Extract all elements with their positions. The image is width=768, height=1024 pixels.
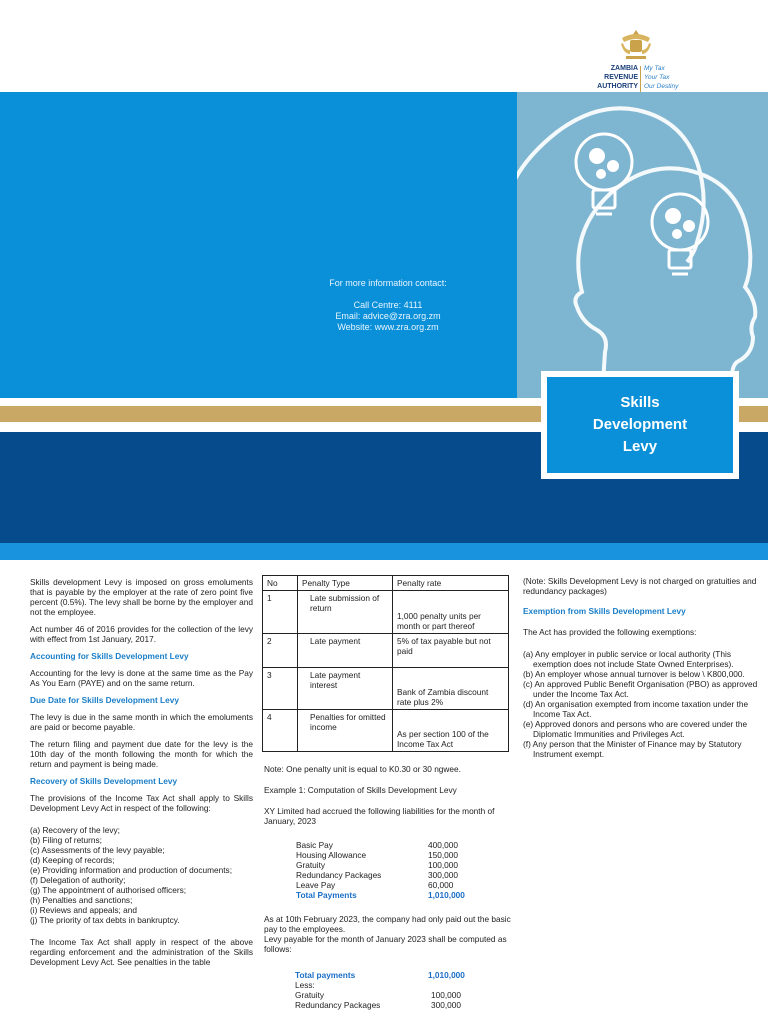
less-row bbox=[295, 980, 515, 990]
less-item-label: Redundancy Packages bbox=[295, 1000, 381, 1010]
table-header-row bbox=[263, 576, 509, 591]
calc-total-row bbox=[295, 970, 515, 980]
act-paragraph: Act number 46 of 2016 provides for the collection of the levy with effect from 1st January, 2017. bbox=[30, 624, 253, 644]
liability-label: Housing Allowance bbox=[296, 850, 367, 860]
cover-blue-panel bbox=[0, 92, 517, 398]
liability-amount: 100,000 bbox=[428, 860, 458, 870]
due-date-paragraph: The levy is due in the same month in which the emoluments are paid or become payable. bbox=[30, 712, 253, 732]
list-item: (b) An employer whose annual turnover is below \ K800,000. bbox=[523, 669, 745, 679]
liability-row bbox=[296, 850, 516, 860]
email-link[interactable]: Email: advice@zra.org.zm bbox=[335, 311, 441, 321]
liability-amount: 400,000 bbox=[428, 840, 458, 850]
logo-name bbox=[590, 64, 638, 91]
liability-row bbox=[296, 880, 516, 890]
table-row bbox=[263, 668, 509, 710]
page-title bbox=[547, 377, 733, 473]
levy-paragraph: Levy payable for the month of January 2023 shall be computed as follows: bbox=[264, 934, 507, 954]
column-middle bbox=[264, 764, 516, 833]
list-item: (c) Assessments of the levy payable; bbox=[30, 845, 165, 855]
title-box bbox=[541, 371, 739, 479]
liabilities-list bbox=[296, 840, 516, 900]
table-row bbox=[263, 634, 509, 668]
table-cell: 3 bbox=[263, 668, 298, 710]
logo-motto-line: Our Destiny bbox=[644, 83, 679, 90]
less-item-row bbox=[295, 1000, 515, 1010]
liability-amount: 300,000 bbox=[428, 870, 458, 880]
list-item: (e) Providing information and production of documents; bbox=[30, 865, 233, 875]
table-cell: 1 bbox=[263, 591, 298, 634]
table-header-cell: Penalty Type bbox=[298, 576, 393, 591]
table-cell: Bank of Zambia discount rate plus 2% bbox=[393, 668, 509, 710]
title-line: Development bbox=[592, 416, 688, 433]
liability-label: Leave Pay bbox=[296, 880, 336, 890]
due-date-heading: Due Date for Skills Development Levy bbox=[30, 695, 179, 705]
list-item: (a) Recovery of the levy; bbox=[30, 825, 120, 835]
due-date-paragraph: The return filing and payment due date for the levy is the 10th day of the month following the month for which the return and payment is being made. bbox=[30, 739, 253, 769]
coat-of-arms-icon bbox=[618, 28, 654, 62]
liability-row bbox=[296, 860, 516, 870]
less-item-amount: 300,000 bbox=[431, 1000, 461, 1010]
penalty-table bbox=[262, 575, 509, 752]
logo-motto-line: My Tax bbox=[644, 65, 665, 72]
column-right bbox=[523, 576, 763, 759]
less-item-amount: 100,000 bbox=[431, 990, 461, 1000]
column-left bbox=[30, 577, 253, 974]
contact-heading: For more information contact: bbox=[329, 278, 447, 288]
liability-row bbox=[296, 840, 516, 850]
list-item: (d) Keeping of records; bbox=[30, 855, 115, 865]
list-item: (f) Any person that the Minister of Finance may by Statutory Instrument exempt. bbox=[523, 739, 742, 759]
list-item: (d) An organisation exempted from income taxation under the Income Tax Act. bbox=[523, 699, 749, 719]
table-cell: 2 bbox=[263, 634, 298, 668]
logo-separator bbox=[640, 66, 641, 92]
paid-paragraph: As at 10th February 2023, the company had only paid out the basic pay to the employees. bbox=[264, 914, 511, 934]
list-item: (j) The priority of tax debts in bankruptcy. bbox=[30, 915, 180, 925]
total-amount: 1,010,000 bbox=[428, 890, 465, 900]
title-line: Skills bbox=[620, 394, 660, 411]
table-cell: 5% of tax payable but not paid bbox=[393, 634, 509, 668]
title-line: Levy bbox=[622, 438, 658, 455]
total-row bbox=[296, 890, 516, 900]
liability-label: Gratuity bbox=[296, 860, 326, 870]
logo-name-line: ZAMBIA bbox=[610, 65, 638, 72]
table-cell: Late payment interest bbox=[298, 668, 393, 710]
table-cell: As per section 100 of the Income Tax Act bbox=[393, 710, 509, 752]
recovery-paragraph: The provisions of the Income Tax Act shall apply to Skills Development Levy Act in respect of the following: bbox=[30, 793, 253, 813]
list-item: (g) The appointment of authorised officers; bbox=[30, 885, 187, 895]
logo-name-line: REVENUE bbox=[604, 74, 638, 81]
cover-illustration bbox=[517, 92, 768, 398]
list-item: (c) An approved Public Benefit Organisation (PBO) as approved under the Income Tax Act. bbox=[523, 679, 758, 699]
table-cell: Late payment bbox=[298, 634, 393, 668]
less-item-label: Gratuity bbox=[295, 990, 325, 1000]
heads-lightbulbs-illustration bbox=[517, 92, 768, 398]
website-link[interactable]: Website: www.zra.org.zm bbox=[337, 322, 439, 332]
liability-amount: 150,000 bbox=[428, 850, 458, 860]
blue-stripe bbox=[0, 543, 768, 560]
table-header-cell: Penalty rate bbox=[393, 576, 509, 591]
liability-amount: 60,000 bbox=[428, 880, 454, 890]
gratuity-note: (Note: Skills Development Levy is not charged on gratuities and redundancy packages) bbox=[523, 576, 757, 596]
recovery-list bbox=[30, 825, 253, 925]
logo-name-line: AUTHORITY bbox=[597, 83, 638, 90]
recovery-heading: Recovery of Skills Development Levy bbox=[30, 776, 178, 786]
list-item: (e) Approved donors and persons who are covered under the Diplomatic Immunities and Privileges Act. bbox=[523, 719, 748, 739]
example-title: Example 1: Computation of Skills Development Levy bbox=[264, 785, 457, 795]
table-cell: 1,000 penalty units per month or part thereof bbox=[393, 591, 509, 634]
computation-text bbox=[264, 914, 516, 954]
table-row bbox=[263, 710, 509, 752]
intro-paragraph: Skills development Levy is imposed on gross emoluments that is payable by the employer at the rate of zero point five percent (0.5%). The levy shall be borne by the employer and not the employee. bbox=[30, 577, 253, 617]
table-cell: 4 bbox=[263, 710, 298, 752]
exemption-list bbox=[523, 649, 763, 759]
table-row bbox=[263, 591, 509, 634]
less-item-row bbox=[295, 990, 515, 1000]
table-cell: Penalties for omitted income bbox=[298, 710, 393, 752]
list-item: (b) Filing of returns; bbox=[30, 835, 102, 845]
closing-paragraph: The Income Tax Act shall apply in respect of the above regarding enforcement and the administration of the Skills Development Levy Act. See penalties in the table bbox=[30, 937, 253, 967]
total-label: Total Payments bbox=[296, 890, 357, 900]
list-item: (h) Penalties and sanctions; bbox=[30, 895, 133, 905]
penalty-note: Note: One penalty unit is equal to K0.30 or 30 ngwee. bbox=[264, 764, 461, 774]
liability-row bbox=[296, 870, 516, 880]
example-intro: XY Limited had accrued the following liabilities for the month of January, 2023 bbox=[264, 806, 495, 826]
call-centre: Call Centre: 4111 bbox=[353, 300, 423, 310]
table-header-cell: No bbox=[263, 576, 298, 591]
accounting-heading: Accounting for Skills Development Levy bbox=[30, 651, 189, 661]
table-cell: Late submission of return bbox=[298, 591, 393, 634]
list-item: (a) Any employer in public service or local authority (This exemption does not include State Owned Enterprises). bbox=[523, 649, 734, 669]
list-item: (f) Delegation of authority; bbox=[30, 875, 126, 885]
liability-label: Redundancy Packages bbox=[296, 870, 382, 880]
calc-total-label: Total payments bbox=[295, 970, 356, 980]
exemption-intro: The Act has provided the following exemptions: bbox=[523, 627, 697, 637]
exemption-heading: Exemption from Skills Development Levy bbox=[523, 606, 686, 616]
logo-motto bbox=[644, 64, 678, 91]
logo-motto-line: Your Tax bbox=[644, 74, 670, 81]
computation-list bbox=[295, 970, 515, 1010]
list-item: (i) Reviews and appeals; and bbox=[30, 905, 137, 915]
accounting-paragraph: Accounting for the levy is done at the same time as the Pay As You Earn (PAYE) and on the same return. bbox=[30, 668, 253, 688]
liability-label: Basic Pay bbox=[296, 840, 333, 850]
zra-logo bbox=[590, 28, 710, 94]
contact-block bbox=[0, 278, 768, 333]
less-label: Less: bbox=[295, 980, 315, 990]
calc-total-amount: 1,010,000 bbox=[428, 970, 465, 980]
